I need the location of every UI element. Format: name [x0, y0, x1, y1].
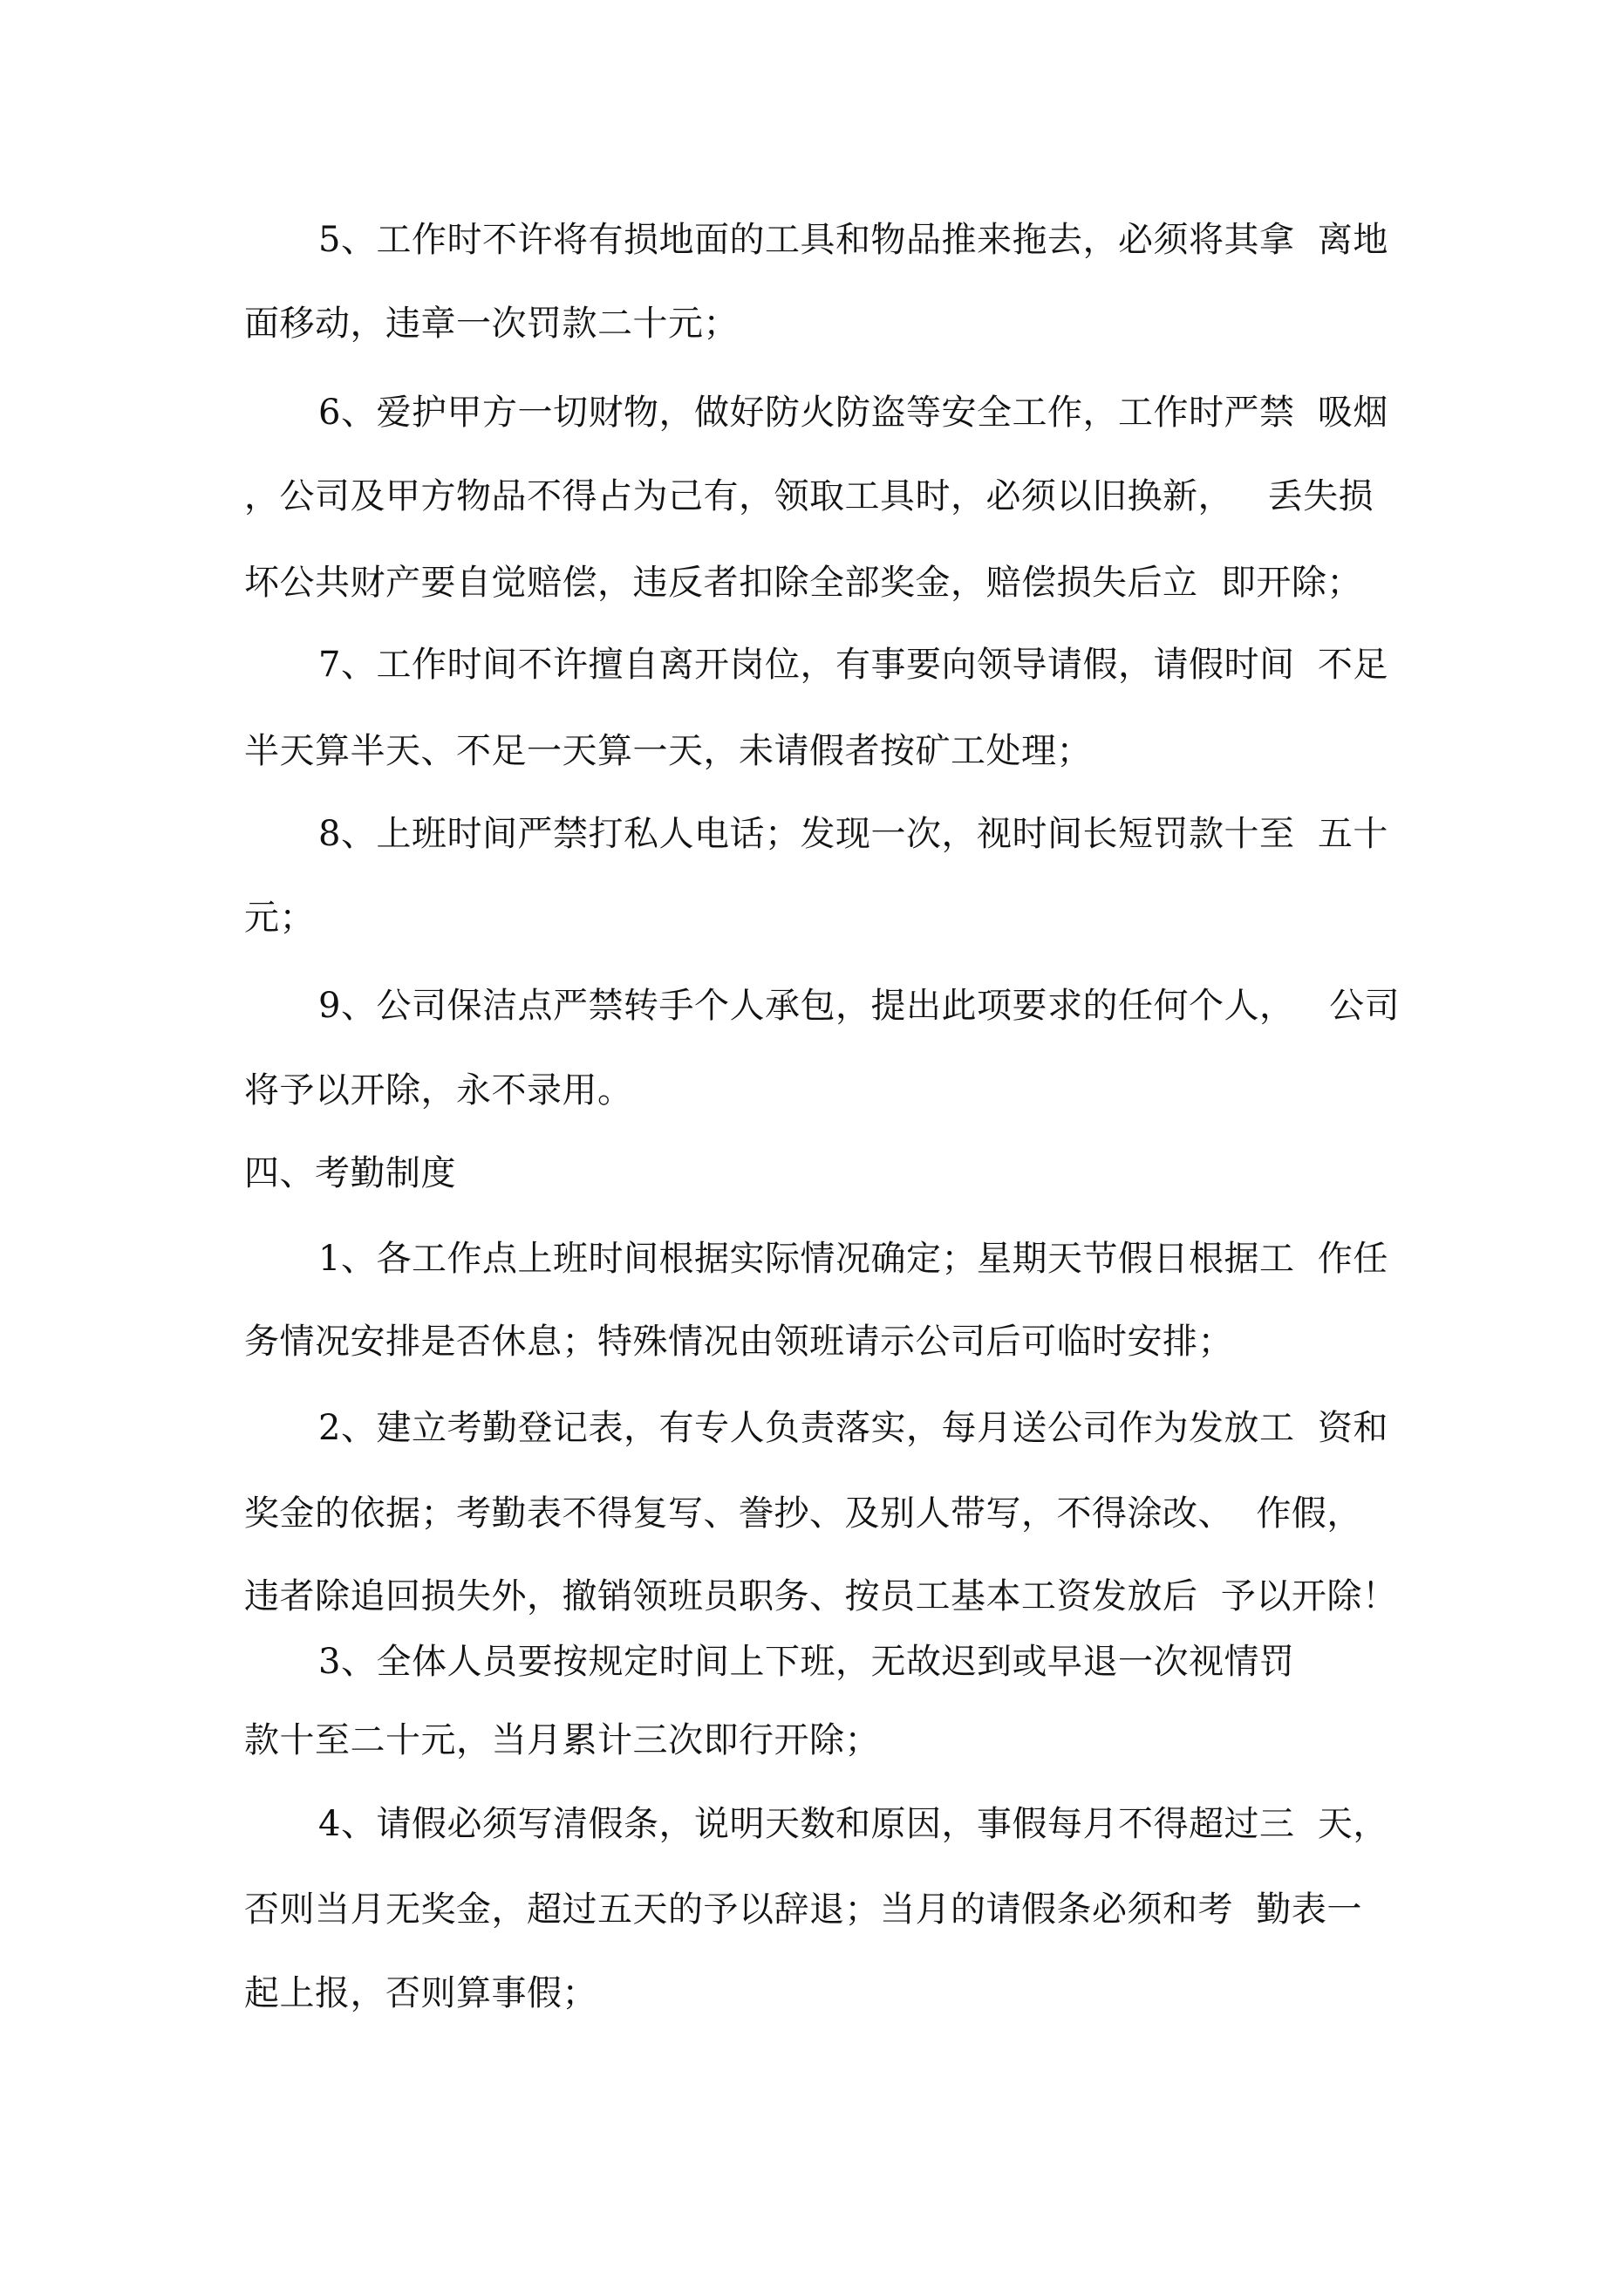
- text-line: 5、工作时不许将有损地面的工具和物品推来拖去，必须将其拿 离地: [318, 220, 1388, 260]
- text-line: 违者除追回损失外，撤销领班员职务、按员工基本工资发放后 予以开除！: [244, 1576, 1398, 1616]
- text-line: 奖金的依据；考勤表不得复写、誊抄、及别人带写，不得涂改、 作假，: [244, 1493, 1362, 1534]
- text-line: 务情况安排是否休息；特殊情况由领班请示公司后可临时安排；: [244, 1322, 1233, 1362]
- text-line: 3、全体人员要按规定时间上下班，无故迟到或早退一次视情罚: [318, 1642, 1295, 1682]
- text-line: 起上报，否则算事假；: [244, 1973, 597, 2013]
- text-line: 半天算半天、不足一天算一天，未请假者按矿工处理；: [244, 731, 1092, 771]
- text-line: 坏公共财产要自觉赔偿，违反者扣除全部奖金，赔偿损失后立 即开除；: [244, 563, 1362, 603]
- text-line: 否则当月无奖金，超过五天的予以辞退；当月的请假条必须和考 勤表一: [244, 1889, 1362, 1930]
- text-line: 6、爱护甲方一切财物，做好防火防盗等安全工作，工作时严禁 吸烟: [318, 393, 1388, 433]
- text-line: 8、上班时间严禁打私人电话；发现一次，视时间长短罚款十至 五十: [318, 814, 1388, 854]
- text-line: 2、建立考勤登记表，有专人负责落实，每月送公司作为发放工 资和: [318, 1408, 1388, 1448]
- text-line: 面移动，违章一次罚款二十元；: [244, 304, 739, 344]
- text-line: 1、各工作点上班时间根据实际情况确定；星期天节假日根据工 作任: [318, 1239, 1388, 1279]
- text-line: 7、工作时间不许擅自离开岗位，有事要向领导请假，请假时间 不足: [318, 645, 1388, 685]
- text-line: 9、公司保洁点严禁转手个人承包，提出此项要求的任何个人， 公司: [318, 986, 1401, 1026]
- text-line: ，公司及甲方物品不得占为己有，领取工具时，必须以旧换新， 丢失损: [244, 476, 1374, 516]
- section-heading: 四、考勤制度: [244, 1153, 456, 1193]
- text-line: 款十至二十元，当月累计三次即行开除；: [244, 1720, 880, 1760]
- text-line: 元；: [244, 898, 315, 938]
- text-line: 将予以开除，永不录用。: [244, 1070, 633, 1110]
- text-line: 4、请假必须写清假条，说明天数和原因，事假每月不得超过三 天，: [318, 1804, 1388, 1844]
